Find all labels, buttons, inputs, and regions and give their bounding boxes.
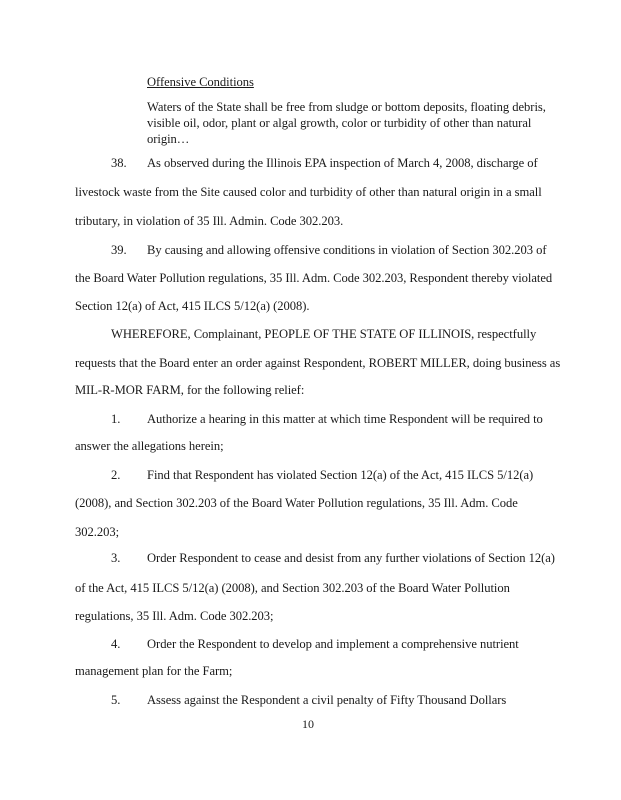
page-number: 10 [302,717,314,731]
relief-number: 3. [111,551,121,565]
relief-number: 2. [111,468,121,482]
relief-line: (2008), and Section 302.203 of the Board Water Pollution regulations, 35 Ill. Adm. Code [75,496,518,510]
quote-line: visible oil, odor, plant or algal growth, color or turbidity of other than natural [147,116,532,130]
relief-line: Authorize a hearing in this matter at which time Respondent will be required to [147,412,543,426]
paragraph-line: By causing and allowing offensive conditions in violation of Section 302.203 of [147,243,547,257]
paragraph-number: 38. [111,156,127,170]
wherefore-line: MIL-R-MOR FARM, for the following relief: [75,383,305,397]
quote-line: origin… [147,132,190,146]
wherefore-line: requests that the Board enter an order against Respondent, ROBERT MILLER, doing business as [75,356,561,370]
relief-number: 5. [111,693,121,707]
relief-line: management plan for the Farm; [75,664,233,678]
relief-number: 1. [111,412,121,426]
relief-line: Order Respondent to cease and desist from any further violations of Section 12(a) [147,551,555,565]
relief-line: 302.203; [75,525,120,539]
paragraph-line: As observed during the Illinois EPA inspection of March 4, 2008, discharge of [147,156,538,170]
relief-number: 4. [111,637,121,651]
paragraph-line: the Board Water Pollution regulations, 35 Ill. Adm. Code 302.203, Respondent thereby violated [75,271,553,285]
relief-line: answer the allegations herein; [75,439,224,453]
wherefore-line: WHEREFORE, Complainant, PEOPLE OF THE STATE OF ILLINOIS, respectfully [111,327,537,341]
quote-line: Waters of the State shall be free from sludge or bottom deposits, floating debris, [147,100,546,114]
relief-line: Find that Respondent has violated Section 12(a) of the Act, 415 ILCS 5/12(a) [147,468,534,482]
relief-line: Assess against the Respondent a civil penalty of Fifty Thousand Dollars [147,693,507,707]
relief-line: of the Act, 415 ILCS 5/12(a) (2008), and Section 302.203 of the Board Water Pollution [75,581,510,595]
relief-line: Order the Respondent to develop and implement a comprehensive nutrient [147,637,519,651]
paragraph-line: tributary, in violation of 35 Ill. Admin. Code 302.203. [75,214,344,228]
section-heading: Offensive Conditions [147,75,254,89]
paragraph-number: 39. [111,243,127,257]
paragraph-line: Section 12(a) of Act, 415 ILCS 5/12(a) (2008). [75,299,310,313]
relief-line: regulations, 35 Ill. Adm. Code 302.203; [75,609,274,623]
paragraph-line: livestock waste from the Site caused color and turbidity of other than natural origin in a small [75,185,542,199]
